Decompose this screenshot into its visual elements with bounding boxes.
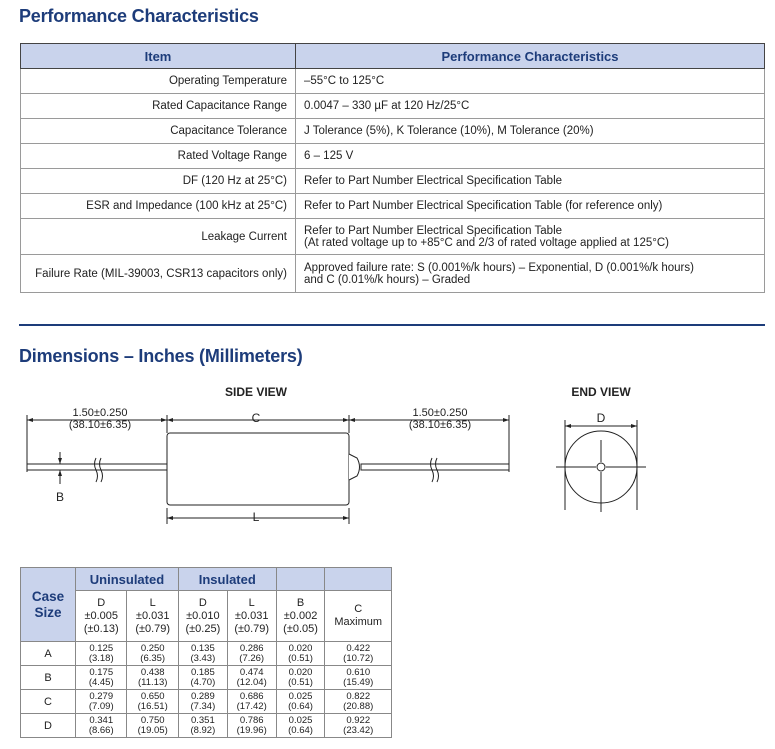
value-inches: 0.289 [190, 690, 215, 702]
value-line: (At rated voltage up to +85°C and 2/3 of rated voltage applied at 125°C) [304, 236, 669, 249]
left-lead [27, 464, 167, 470]
value-mm: (7.26) [239, 652, 265, 664]
item-label: DF (120 Hz at 25°C) [21, 169, 296, 194]
value-inches: 0.438 [140, 666, 165, 678]
table-row [21, 666, 392, 690]
dimension-cell [178, 714, 227, 738]
value-inches: 0.025 [288, 714, 313, 726]
dimension-cell [276, 642, 325, 666]
value-mm: (4.70) [190, 676, 216, 688]
item-label: Rated Capacitance Range [21, 94, 296, 119]
value-mm: (7.34) [190, 700, 216, 712]
value-mm: (23.42) [343, 724, 374, 736]
value-mm: (4.45) [88, 676, 114, 688]
right-lead-length: 1.50±0.250 [412, 407, 468, 419]
left-lead-length-mm: (38.10±6.35) [68, 419, 132, 431]
value-line: Refer to Part Number Electrical Specification Table [304, 175, 563, 187]
value-inches: 0.125 [89, 642, 114, 654]
value-mm: (17.42) [236, 700, 267, 712]
value-inches: 0.185 [190, 666, 215, 678]
subheader-tol: ±0.010 [186, 609, 220, 622]
dimension-cell [325, 642, 392, 666]
value-mm: (6.35) [140, 652, 166, 664]
case-size-cell: D [21, 714, 76, 738]
case-size-header [21, 568, 76, 642]
dimension-subheader [227, 591, 276, 642]
value-inches: 0.351 [190, 714, 215, 726]
dimension-cell [325, 714, 392, 738]
subheader-mm: (±0.25) [185, 622, 221, 635]
value-mm: (0.51) [288, 652, 313, 664]
dimension-cell [178, 690, 227, 714]
value-mm: (8.66) [88, 724, 114, 736]
subheader-name: L [149, 596, 156, 609]
value-inches: 0.250 [140, 642, 165, 654]
value-inches: 0.341 [89, 714, 114, 726]
dimension-cell [76, 642, 127, 666]
dimension-cell [178, 642, 227, 666]
subheader-name: B [296, 596, 305, 609]
dimension-label-l: L [252, 510, 260, 524]
dimension-subheader [325, 591, 392, 642]
dimensions-table [20, 567, 392, 738]
item-label: Operating Temperature [21, 69, 296, 94]
right-lead [361, 464, 509, 470]
value-inches: 0.922 [346, 714, 371, 726]
value-mm: (15.49) [343, 676, 374, 688]
dimension-cell [127, 666, 178, 690]
dimension-cell [76, 714, 127, 738]
value-inches: 0.025 [288, 690, 313, 702]
value-inches: 0.610 [346, 666, 371, 678]
value-mm: (20.88) [343, 700, 374, 712]
subheader-name: D [198, 596, 207, 609]
subheader-mm: (±0.05) [283, 622, 318, 635]
subheader-tol: ±0.002 [283, 609, 318, 622]
subheader-name: L [248, 596, 255, 609]
value-mm: (0.64) [288, 700, 313, 712]
blank-header [276, 568, 325, 591]
subheader-mm: (±0.13) [83, 622, 119, 635]
side-view-title: SIDE VIEW [224, 385, 287, 399]
subheader-tol: ±0.031 [234, 609, 269, 622]
subheader-tol: Maximum [334, 616, 383, 628]
dimension-label-d: D [596, 411, 606, 425]
value-mm: (11.13) [138, 676, 168, 688]
dimensions-heading: Dimensions – Inches (Millimeters) [19, 346, 303, 366]
dimension-cell [276, 690, 325, 714]
value-mm: (8.92) [190, 724, 216, 736]
value-mm: (3.18) [88, 652, 114, 664]
item-label: ESR and Impedance (100 kHz at 25°C) [21, 194, 296, 219]
dimension-cell [76, 666, 127, 690]
column-header-characteristics: Performance Characteristics [296, 44, 765, 69]
insulated-header: Insulated [178, 568, 276, 591]
dimension-cell [276, 714, 325, 738]
dimension-cell [227, 642, 276, 666]
value-mm: (19.96) [236, 724, 267, 736]
dimension-label-c: C [251, 411, 261, 425]
value-inches: 0.650 [140, 690, 165, 702]
value-inches: 0.822 [346, 690, 371, 702]
right-lead-length-mm: (38.10±6.35) [408, 419, 472, 431]
case-size-cell: A [21, 642, 76, 666]
value-mm: (3.43) [190, 652, 216, 664]
value-line: Refer to Part Number Electrical Specification Table (for reference only) [304, 200, 663, 212]
end-view-title: END VIEW [571, 385, 631, 399]
dimension-subheader [276, 591, 325, 642]
dimension-subheader [178, 591, 227, 642]
value-line: 0.0047 – 330 µF at 120 Hz/25°C [304, 100, 470, 112]
dimension-subheader [127, 591, 178, 642]
dimension-cell [127, 642, 178, 666]
end-view-lead [597, 463, 605, 471]
value-inches: 0.422 [346, 642, 371, 654]
left-lead-length: 1.50±0.250 [72, 407, 128, 419]
column-header-item: Item [21, 44, 296, 69]
value-line: Refer to Part Number Electrical Specification Table [304, 224, 563, 237]
capacitor-nose [349, 454, 360, 480]
subheader-name: D [97, 596, 106, 609]
value-inches: 0.020 [288, 642, 313, 654]
blank-header [325, 568, 392, 591]
value-inches: 0.286 [239, 642, 264, 654]
value-inches: 0.135 [190, 642, 215, 654]
subheader-tol: ±0.005 [84, 609, 119, 622]
dimension-cell [227, 690, 276, 714]
value-mm: (19.05) [137, 724, 168, 736]
value-line: Approved failure rate: S (0.001%/k hours) – Exponential, D (0.001%/k hours) [304, 261, 694, 274]
subheader-mm: (±0.79) [135, 622, 171, 635]
value-inches: 0.175 [89, 666, 114, 678]
value-inches: 0.750 [140, 714, 165, 726]
subheader-tol: ±0.031 [135, 609, 170, 622]
item-label: Capacitance Tolerance [21, 119, 296, 144]
value-inches: 0.279 [89, 690, 114, 702]
table-row [21, 714, 392, 738]
value-mm: (0.51) [288, 676, 313, 688]
value-mm: (0.64) [288, 724, 313, 736]
value-line: and C (0.01%/k hours) – Graded [304, 273, 471, 286]
value-mm: (12.04) [236, 676, 267, 688]
dimension-cell [325, 666, 392, 690]
case-size-cell: C [21, 690, 76, 714]
uninsulated-header: Uninsulated [76, 568, 179, 591]
value-inches: 0.020 [288, 666, 313, 678]
performance-heading: Performance Characteristics [19, 6, 259, 26]
dimension-subheader [76, 591, 127, 642]
item-label: Rated Voltage Range [21, 144, 296, 169]
value-line: 6 – 125 V [304, 150, 354, 162]
dimension-cell [127, 714, 178, 738]
item-label: Leakage Current [21, 219, 296, 255]
dimension-cell [276, 666, 325, 690]
dimension-cell [178, 666, 227, 690]
value-inches: 0.786 [239, 714, 264, 726]
dimension-cell [76, 690, 127, 714]
item-label: Failure Rate (MIL-39003, CSR13 capacitors only) [21, 255, 296, 293]
case-size-cell: B [21, 666, 76, 690]
dimension-label-b: B [55, 490, 64, 504]
dimension-cell [127, 690, 178, 714]
value-line: –55°C to 125°C [304, 75, 385, 87]
value-inches: 0.686 [239, 690, 264, 702]
value-mm: (7.09) [88, 700, 114, 712]
dimension-cell [325, 690, 392, 714]
table-row [21, 690, 392, 714]
value-mm: (16.51) [137, 700, 168, 712]
subheader-name: C [354, 603, 363, 615]
value-inches: 0.474 [239, 666, 264, 678]
dimension-cell [227, 714, 276, 738]
case-size-label: Case Size [31, 588, 65, 620]
dimension-cell [227, 666, 276, 690]
value-mm: (10.72) [343, 652, 374, 664]
table-row [21, 642, 392, 666]
subheader-mm: (±0.79) [234, 622, 270, 635]
value-line: J Tolerance (5%), K Tolerance (10%), M Tolerance (20%) [304, 125, 594, 137]
capacitor-body [167, 433, 349, 505]
